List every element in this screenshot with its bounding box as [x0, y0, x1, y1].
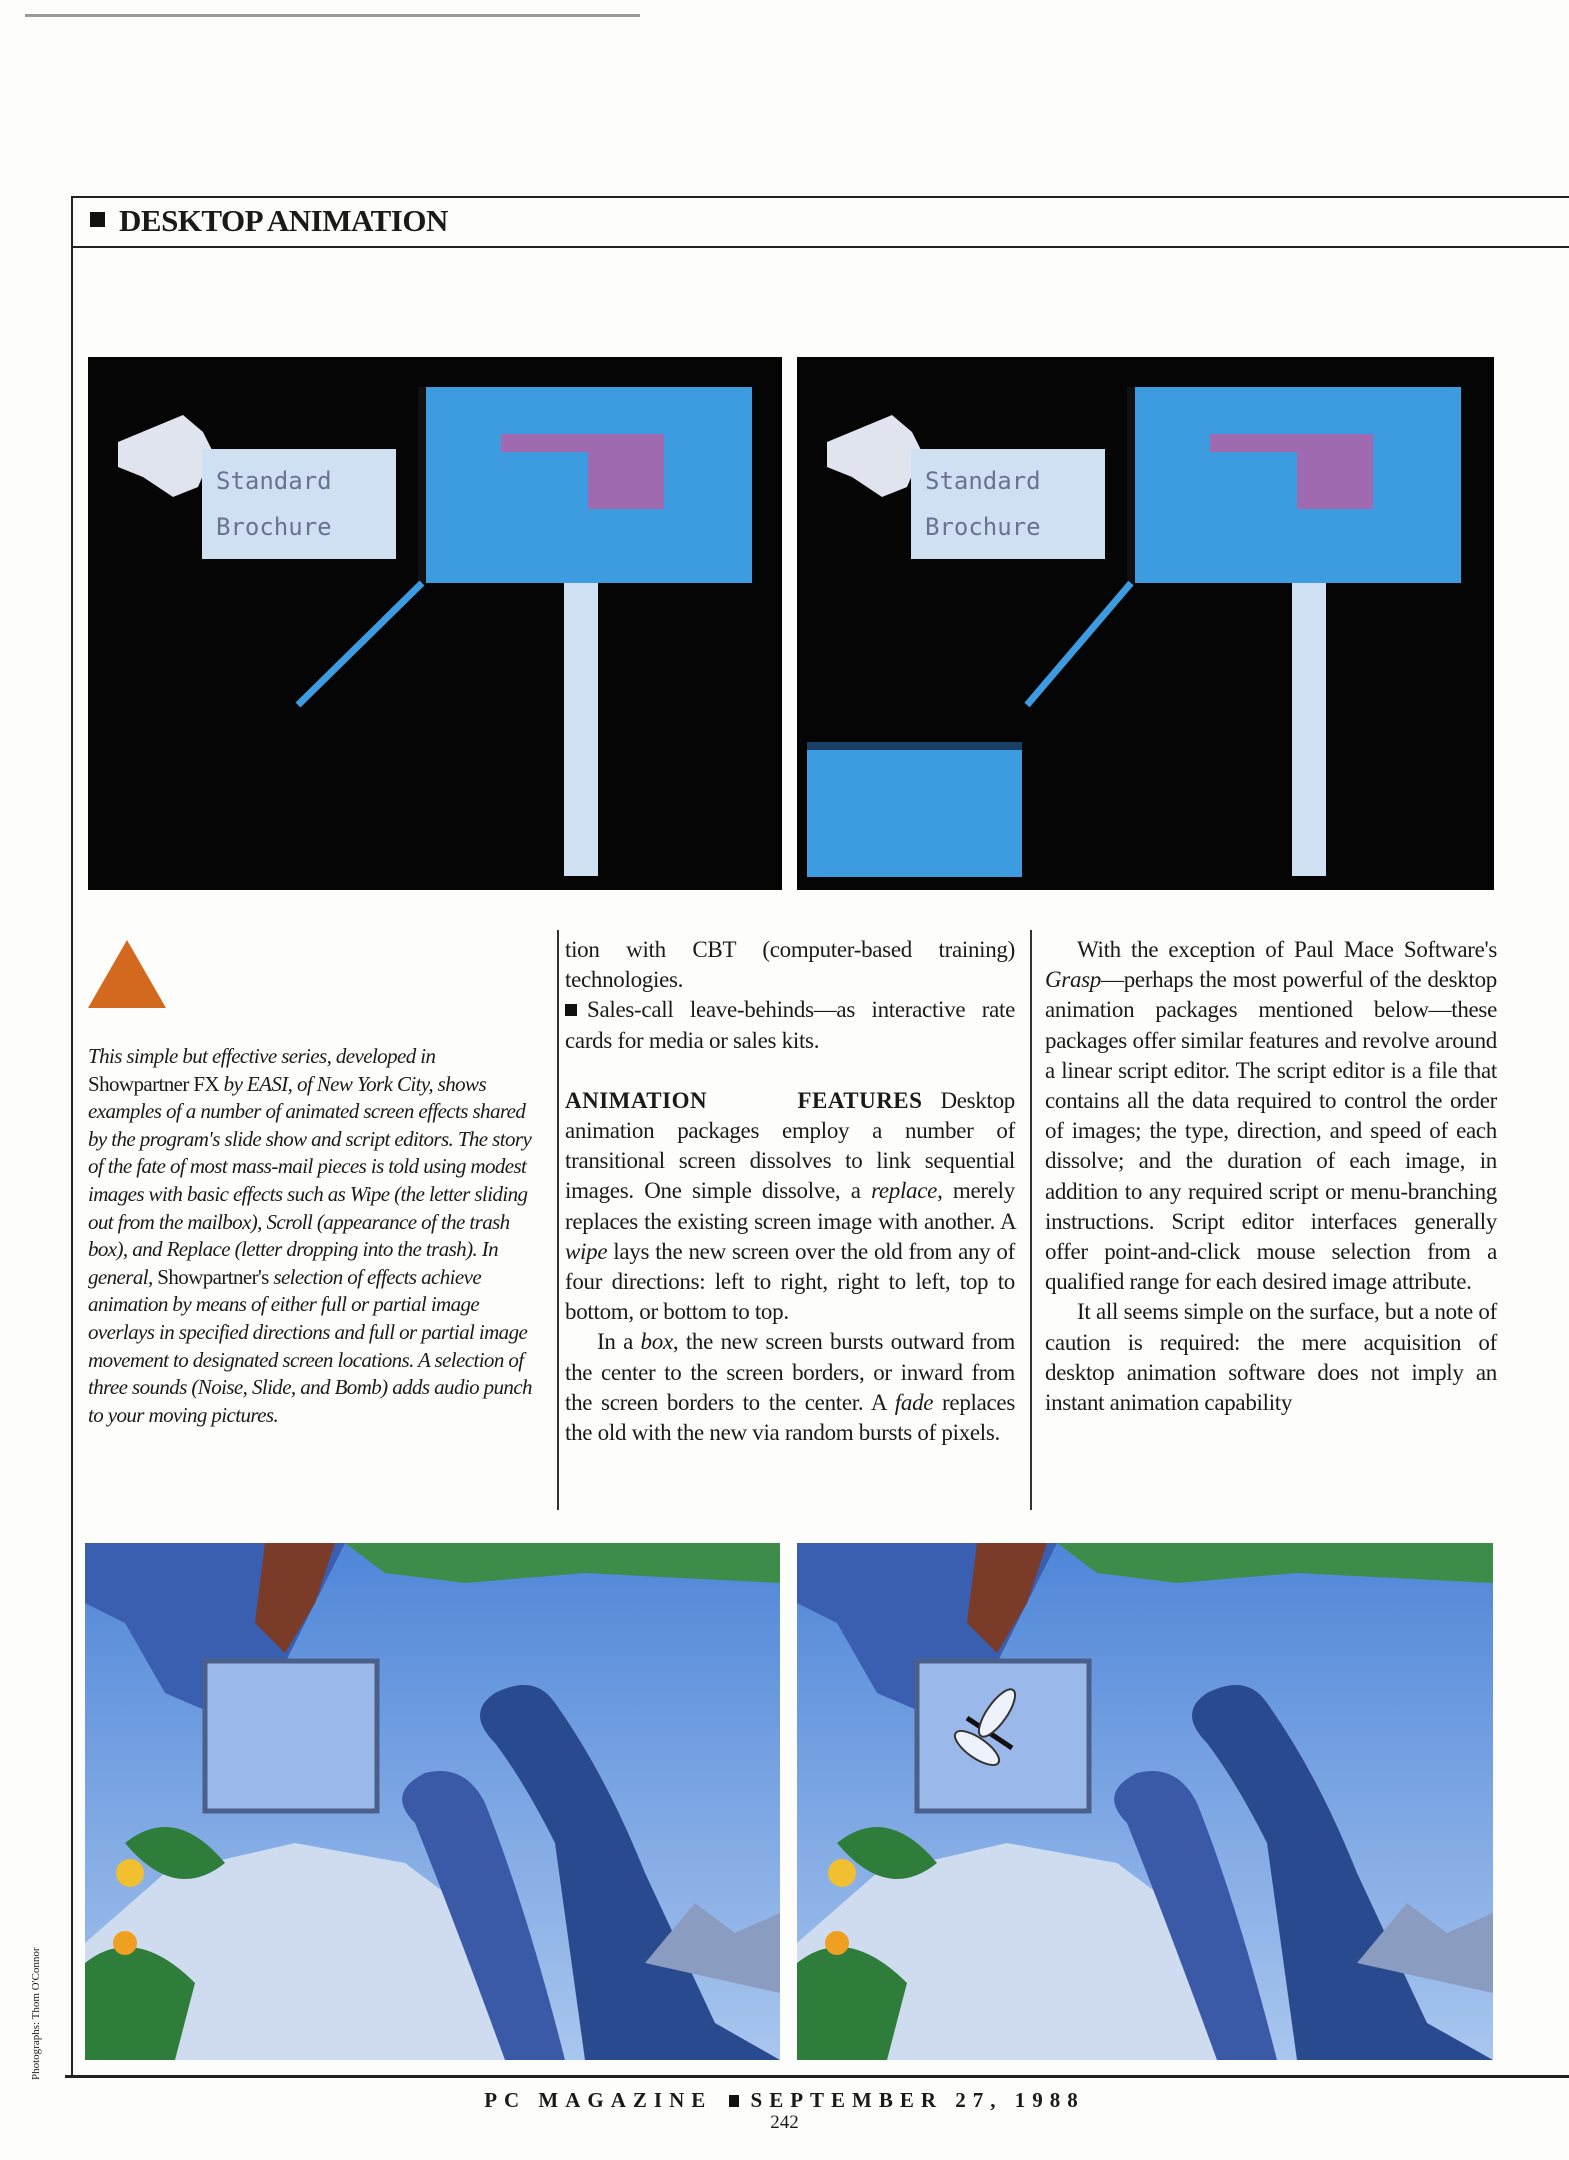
magazine-name: PC MAGAZINE: [484, 2088, 713, 2112]
figure-dinosaur-2: [797, 1543, 1493, 2060]
paragraph: It all seems simple on the surface, but a note of caution is required: the mere acquisition of desktop animation software does not imply an instant animation capability: [1045, 1299, 1497, 1416]
caption-product: Showpartner FX: [88, 1071, 220, 1096]
section-title-text: DESKTOP ANIMATION: [119, 203, 448, 238]
caption-text: This simple but effective series, developed in: [88, 1044, 436, 1068]
term: replace: [871, 1178, 938, 1204]
bullet-square-icon: [729, 2095, 739, 2107]
card-label-line1: Standard: [216, 467, 332, 495]
page-number: 242: [770, 2112, 799, 2133]
header-rule: [72, 196, 1569, 198]
card-label-line2: Brochure: [925, 513, 1041, 541]
term: wipe: [565, 1238, 608, 1264]
text: , the new screen bursts outward from the center to the screen borders, or inward from the screen borders to the center. A: [565, 1329, 1015, 1415]
text: Desktop animation packages employ a number of transitional screen dissolves to link sequential images. One simple dissolve, a: [565, 1087, 1015, 1204]
photo-credit: Photographs: Thom O'Connor: [30, 1947, 42, 2080]
paragraph: [1045, 935, 1497, 1297]
page-frame-left: [71, 196, 73, 2078]
text: —perhaps the most powerful of the desktop animation packages mentioned below—these packages offer similar features and revolve around a linear script editor. The script editor is a file that contains all the data required to control the order of images; the type, direction, and speed of each dissolve; and the duration of each image, in addition to any required script or menu-branching instructions. Script editor interfaces generally offer point-and-click mouse selection from a qualified range for each desired image attribute.: [1045, 967, 1497, 1295]
text: In a: [597, 1329, 641, 1355]
paragraph: [565, 1327, 1015, 1448]
bullet-paragraph: [565, 995, 1015, 1055]
footer-rule: [65, 2075, 1569, 2078]
figure-caption: [88, 1043, 533, 1429]
figure-mailbox-2: [797, 357, 1494, 890]
card-label-line2: Brochure: [216, 513, 332, 541]
footer-line: [0, 2088, 1569, 2113]
caption-text: selection of effects achieve animation by means of either full or partial image overlays in specified directions and full or partial image movement to designated screen locations. A selection of three sounds (Noise, Slide, and Bomb) adds audio punch to your moving pictures.: [88, 1264, 532, 1427]
paragraph: [565, 1086, 1015, 1328]
bullet-square-icon: [565, 1004, 577, 1016]
text: lays the new screen over the old from any of four directions: left to right, right to left, top to bottom, or bottom to top.: [565, 1238, 1015, 1325]
caption-triangle-icon: [88, 940, 166, 1008]
card-label-line1: Standard: [925, 467, 1041, 495]
bullet-square-icon: [90, 212, 105, 227]
section-title: [90, 203, 448, 239]
caption-product: Showpartner's: [157, 1264, 269, 1289]
article-column-2: [565, 935, 1015, 1448]
text: , merely replaces the existing screen image with another. A: [565, 1178, 1015, 1234]
term: box: [640, 1329, 673, 1355]
paragraph: tion with CBT (computer-based training) technologies.: [565, 937, 1015, 993]
column-rule: [557, 930, 559, 1510]
text: With the exception of Paul Mace Software's: [1077, 937, 1497, 962]
article-column-3: [1045, 935, 1497, 1418]
figure-mailbox-1: [88, 357, 782, 890]
figure-dinosaur-1: [85, 1543, 780, 2060]
column-rule: [1030, 930, 1032, 1510]
subheading: ANIMATION FEATURES: [565, 1087, 923, 1113]
bullet-text: Sales-call leave-behinds—as interactive rate cards for media or sales kits.: [565, 997, 1015, 1053]
text: replaces the old with the new via random bursts of pixels.: [565, 1389, 1015, 1446]
caption-text: by EASI, of New York City, shows examples of a number of animated screen effects shared by the program's slide show and script editors. The story of the fate of most mass-mail pieces is told using modest images with basic effects such as Wipe (the letter sliding out from the mailbox), Scroll (appearance of the trash box), and Replace (letter dropping into the trash). In general,: [88, 1071, 532, 1289]
product-name: Grasp: [1045, 967, 1102, 993]
header-underline: [72, 246, 1569, 248]
issue-date: SEPTEMBER 27, 1988: [750, 2088, 1085, 2112]
term: fade: [894, 1389, 934, 1415]
top-rule: [25, 14, 640, 17]
